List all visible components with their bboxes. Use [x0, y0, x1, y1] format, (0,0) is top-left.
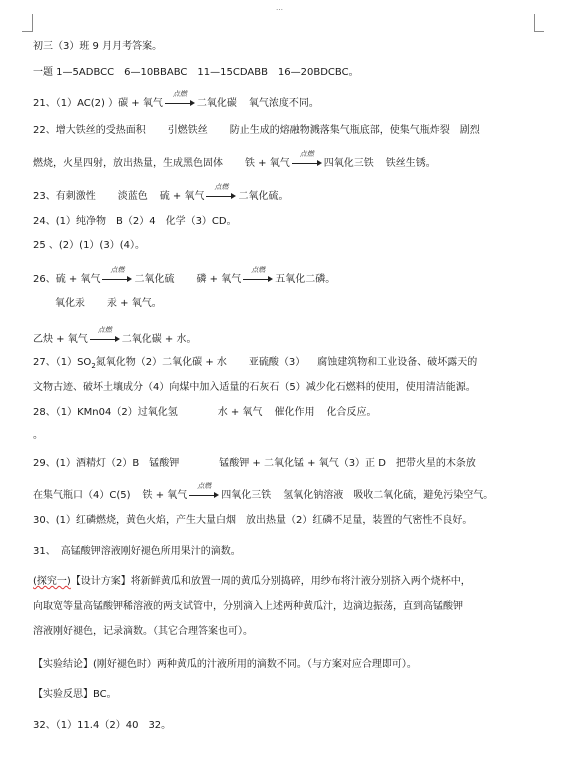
answer-line-31-reflection: 【实验反思】BC。: [33, 689, 117, 700]
answer-line-22a: 22、增大铁丝的受热面积 引燃铁丝 防止生成的熔融物溅落集气瓶底部，使集气瓶炸裂 剧烈: [33, 125, 480, 136]
answer-line-28: 28、（1）KMn04（2）过氧化氢 水 + 氧气 催化作用 化合反应。: [33, 407, 377, 418]
reaction-arrow: 点燃: [243, 273, 273, 283]
answer-line-32: 32、（1）11.4（2）40 32。: [33, 720, 172, 731]
answer-line-22b: 燃烧，火星四射，放出热量，生成黑色固体 铁 + 氧气 点燃 四氧化三铁 铁丝生锈。: [33, 150, 436, 169]
answer-line-29b: 在集气瓶口（4）C(5) 铁 + 氧气 点燃 四氧化三铁 氢氧化钠溶液 吸收二氧化硫，避免污染空气。: [33, 482, 494, 501]
answer-line-31-design-2: 向取宽等量高锰酸钾稀溶液的两支试管中，分别滴入上述两种黄瓜汁，边滴边振荡，直到高锰酸钾: [33, 601, 463, 612]
answer-title: 初三（3）班 9 月月考答案。: [33, 41, 163, 52]
answer-line-24: 24、(1）纯净物 B（2）4 化学（3）CD。: [33, 216, 237, 227]
reaction-arrow: 点燃: [90, 333, 120, 343]
margin-corner-top-right-h: [534, 31, 544, 32]
answer-line-23: 23、有刺激性 淡蓝色 硫 + 氧气 点燃 二氧化硫。: [33, 183, 289, 202]
margin-corner-top-right: [534, 14, 545, 32]
margin-corner-top-left-h: [22, 31, 32, 32]
answer-line-25: 25 、(2）(1）(3）(4）。: [33, 240, 145, 251]
reaction-arrow: 点燃: [189, 489, 219, 499]
answer-line-28-mark: 。: [33, 430, 43, 441]
answer-line-26c: 乙炔 + 氧气 点燃 二氧化碳 + 水。: [33, 326, 197, 345]
reaction-arrow: 点燃: [206, 190, 236, 200]
answer-line-27a: 27、$(1)SO_2$氮氧化物（2）二氧化碳 + 水 亚硫酸（3） 腐蚀建筑物和工业设备、破坏露天的: [33, 357, 478, 370]
answer-line-31-conclusion: 【实验结论】(刚好褪色时）两种黄瓜的汁液所用的滴数不同。（与方案对应合理即可）。: [33, 659, 417, 670]
answer-line-30: 30、(1）红磷燃烧，黄色火焰，产生大量白烟 放出热量（2）红磷不足量，装置的气密性不良好。: [33, 515, 473, 526]
answer-line-21: 21、（1）AC(2) ）碳 + 氧气 点燃 二氧化碳 氧气浓度不同。: [33, 90, 319, 109]
reaction-arrow: 点燃: [165, 97, 195, 107]
margin-corner-top-left: [22, 14, 33, 32]
answer-line-26a: 26、硫 + 氧气 点燃 二氧化硫 磷 + 氧气 点燃 五氧化二磷。: [33, 266, 336, 285]
answer-line-choice: 一题 1—5ADBCC 6—10BBABC 11—15CDABB 16—20BDCBC。: [33, 67, 359, 78]
answer-line-29a: 29、(1）酒精灯（2）B 锰酸钾 锰酸钾 + 二氧化锰 + 氧气（3）正 D 把带火星的木条放: [33, 458, 476, 469]
reaction-arrow: 点燃: [292, 157, 322, 167]
reaction-arrow: 点燃: [102, 273, 132, 283]
header-mark: …: [276, 4, 283, 12]
answer-line-31-design: (探究一)【设计方案】将新鲜黄瓜和放置一周的黄瓜分别捣碎，用纱布将汁液分别挤入两个烧杯中，: [33, 576, 471, 587]
answer-line-31: 31、 高锰酸钾溶液刚好褪色所用果汁的滴数。: [33, 546, 241, 557]
answer-line-27b: 文物古迹、破坏土壤成分（4）向煤中加入适量的石灰石（5）减少化石燃料的使用，使用清洁能源。: [33, 382, 476, 393]
answer-line-26b: 氧化汞 汞 + 氧气。: [55, 298, 162, 309]
answer-line-31-design-3: 溶液刚好褪色，记录滴数。（其它合理答案也可）。: [33, 626, 253, 637]
